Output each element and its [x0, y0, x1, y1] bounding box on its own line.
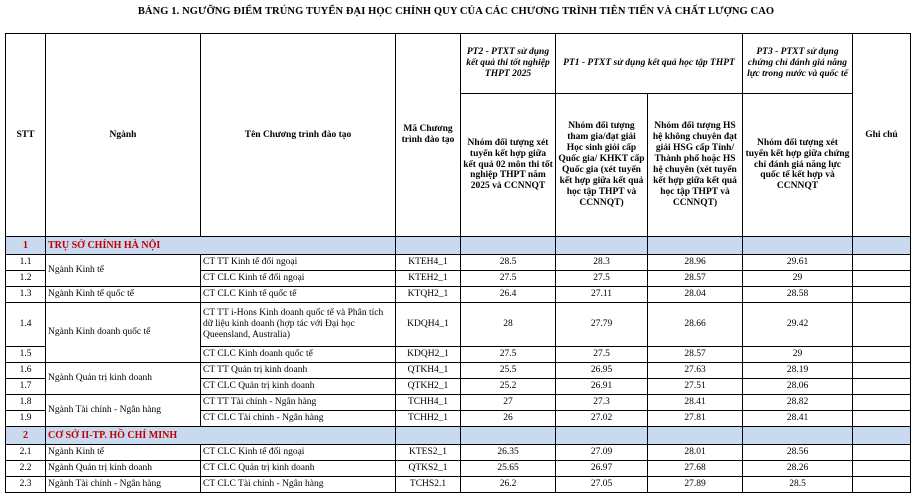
cell-pt1a: 28.3: [556, 255, 648, 271]
cell-pt3: 28.82: [743, 395, 853, 411]
header-stt: STT: [6, 34, 46, 237]
cell-pt2: 25.2: [461, 379, 556, 395]
cell-pt1a: 26.97: [556, 461, 648, 477]
cell-pt3: 28.5: [743, 477, 853, 493]
cell-nganh: Ngành Kinh tế: [46, 255, 201, 287]
cell-pt1a: 27.02: [556, 411, 648, 427]
table-row: [6, 445, 911, 461]
cell-stt: 1.7: [6, 379, 46, 395]
cell-ma: KDQH2_1: [396, 347, 461, 363]
cell-ten: CT TT Tài chính - Ngân hàng: [201, 395, 396, 411]
cell-note: [853, 287, 911, 303]
table-row: [6, 287, 911, 303]
header-ten-ct: Tên Chương trình đào tạo: [201, 34, 396, 237]
cell-pt3: 29.61: [743, 255, 853, 271]
cell-pt1a: 26.91: [556, 379, 648, 395]
cell-pt2: 26.2: [461, 477, 556, 493]
cell-ten: CT TT Kinh tế đối ngoại: [201, 255, 396, 271]
cell-stt: 1.8: [6, 395, 46, 411]
cell-stt: 1.4: [6, 303, 46, 347]
cell-pt1b: 28.57: [648, 347, 743, 363]
cell-ten: CT TT Quản trị kinh doanh: [201, 363, 396, 379]
cell-pt1a: 27.11: [556, 287, 648, 303]
table-row: [6, 363, 911, 379]
cell-note: [853, 461, 911, 477]
section-row: [6, 237, 911, 255]
cell-pt3: 29: [743, 347, 853, 363]
cell-ma: KTES2_1: [396, 445, 461, 461]
admission-score-table: [5, 33, 911, 493]
cell-ma: TCHH4_1: [396, 395, 461, 411]
cell-pt3: 28.19: [743, 363, 853, 379]
cell-ten: CT CLC Kinh doanh quốc tế: [201, 347, 396, 363]
cell-pt2: 28: [461, 303, 556, 347]
cell-nganh: Ngành Kinh tế quốc tế: [46, 287, 201, 303]
cell-note: [853, 395, 911, 411]
cell-pt2: 27.5: [461, 347, 556, 363]
cell-ten: CT CLC Kinh tế đối ngoại: [201, 445, 396, 461]
cell-pt1a: 27.5: [556, 347, 648, 363]
cell-nganh: Ngành Quản trị kinh doanh: [46, 461, 201, 477]
cell-ma: KTEH4_1: [396, 255, 461, 271]
cell-nganh: Ngành Quản trị kinh doanh: [46, 363, 201, 395]
cell-pt1b: 28.04: [648, 287, 743, 303]
cell-pt1a: 27.05: [556, 477, 648, 493]
cell-ten: CT CLC Quản trị kinh doanh: [201, 379, 396, 395]
cell-nganh: Ngành Tài chính - Ngân hàng: [46, 477, 201, 493]
cell-pt2: 25.65: [461, 461, 556, 477]
header-pt2: PT2 - PTXT sử dụng kết quả thi tốt nghiệp THPT 2025: [461, 34, 556, 94]
cell-pt2: 28.5: [461, 255, 556, 271]
header-pt3: PT3 - PTXT sử dụng chứng chỉ đánh giá năng lực trong nước và quốc tế: [743, 34, 853, 94]
cell-ma: TCHH2_1: [396, 411, 461, 427]
table-row: [6, 461, 911, 477]
table-title: BẢNG 1. NGƯỠNG ĐIỂM TRÚNG TUYỂN ĐẠI HỌC CHÍNH QUY CỦA CÁC CHƯƠNG TRÌNH TIÊN TIẾN VÀ CHẤT LƯỢNG CAO: [137, 6, 775, 17]
cell-pt1b: 28.01: [648, 445, 743, 461]
cell-note: [853, 347, 911, 363]
cell-pt1b: 27.63: [648, 363, 743, 379]
cell-ten: CT CLC Quản trị kinh doanh: [201, 461, 396, 477]
cell-pt3: 28.26: [743, 461, 853, 477]
cell-stt: 1.2: [6, 271, 46, 287]
cell-pt3: 28.56: [743, 445, 853, 461]
cell-note: [853, 303, 911, 347]
cell-stt: 1.6: [6, 363, 46, 379]
cell-pt2: 26.35: [461, 445, 556, 461]
cell-pt2: 25.5: [461, 363, 556, 379]
cell-stt: 1.5: [6, 347, 46, 363]
cell-pt1a: 27.79: [556, 303, 648, 347]
header-ghichu: Ghi chú: [853, 34, 911, 237]
table-row: [6, 255, 911, 271]
cell-nganh: Ngành Kinh tế: [46, 445, 201, 461]
cell-pt2: 26: [461, 411, 556, 427]
subheader-pt2: Nhóm đối tượng xét tuyển kết hợp giữa kết quả 02 môn thi tốt nghiệp THPT năm 2025 và CCNNQT: [461, 94, 556, 237]
cell-pt2: 26.4: [461, 287, 556, 303]
cell-stt: 2.3: [6, 477, 46, 493]
cell-pt3: 28.58: [743, 287, 853, 303]
cell-ma: QTKS2_1: [396, 461, 461, 477]
cell-pt3: 28.06: [743, 379, 853, 395]
cell-ten: CT CLC Tài chính - Ngân hàng: [201, 411, 396, 427]
cell-pt1a: 27.5: [556, 271, 648, 287]
subheader-pt1b: Nhóm đối tượng HS hệ không chuyên đạt giải HSG cấp Tỉnh/ Thành phố hoặc HS hệ chuyên (xét tuyển kết hợp giữa kết quả học tập THPT và CCNNQT): [648, 94, 743, 237]
cell-nganh: Ngành Tài chính - Ngân hàng: [46, 395, 201, 427]
cell-stt: 1.1: [6, 255, 46, 271]
cell-ma: KTQH2_1: [396, 287, 461, 303]
section-name: CƠ SỞ II-TP. HỒ CHÍ MINH: [46, 427, 396, 445]
table-row: [6, 303, 911, 347]
cell-pt1b: 27.68: [648, 461, 743, 477]
subheader-pt1a: Nhóm đối tượng tham gia/đạt giải Học sinh giỏi cấp Quốc gia/ KHKT cấp Quốc gia (xét tuyển kết hợp giữa kết quả học tập THPT và CCNNQT): [556, 94, 648, 237]
cell-stt: 2.1: [6, 445, 46, 461]
table-row: [6, 395, 911, 411]
cell-ma: QTKH2_1: [396, 379, 461, 395]
cell-pt1a: 27.3: [556, 395, 648, 411]
cell-pt1b: 28.57: [648, 271, 743, 287]
cell-note: [853, 363, 911, 379]
cell-note: [853, 477, 911, 493]
cell-pt1b: 28.41: [648, 395, 743, 411]
header-ma-ct: Mã Chương trình đào tạo: [396, 34, 461, 237]
cell-pt2: 27: [461, 395, 556, 411]
header-nganh: Ngành: [46, 34, 201, 237]
header-pt1: PT1 - PTXT sử dụng kết quả học tập THPT: [556, 34, 743, 94]
cell-note: [853, 271, 911, 287]
cell-pt1a: 27.09: [556, 445, 648, 461]
cell-ma: KTEH2_1: [396, 271, 461, 287]
cell-note: [853, 255, 911, 271]
cell-pt1b: 28.96: [648, 255, 743, 271]
cell-note: [853, 445, 911, 461]
subheader-pt3: Nhóm đối tượng xét tuyển kết hợp giữa chứng chỉ đánh giá năng lực quốc tế kết hợp và CCNNQT: [743, 94, 853, 237]
cell-ten: CT CLC Tài chính - Ngân hàng: [201, 477, 396, 493]
cell-stt: 2.2: [6, 461, 46, 477]
section-stt: 2: [6, 427, 46, 445]
cell-pt3: 29.42: [743, 303, 853, 347]
cell-pt3: 29: [743, 271, 853, 287]
cell-ma: TCHS2.1: [396, 477, 461, 493]
cell-pt1b: 27.89: [648, 477, 743, 493]
section-row: [6, 427, 911, 445]
cell-ten: CT CLC Kinh tế quốc tế: [201, 287, 396, 303]
cell-note: [853, 379, 911, 395]
cell-ten: CT TT i-Hons Kinh doanh quốc tế và Phân tích dữ liệu kinh doanh (hợp tác với Đại học Queensland, Australia): [201, 303, 396, 347]
cell-ma: KDQH4_1: [396, 303, 461, 347]
section-name: TRỤ SỞ CHÍNH HÀ NỘI: [46, 237, 396, 255]
cell-ma: QTKH4_1: [396, 363, 461, 379]
section-stt: 1: [6, 237, 46, 255]
cell-pt1b: 27.51: [648, 379, 743, 395]
table-row: [6, 477, 911, 493]
cell-pt1b: 28.66: [648, 303, 743, 347]
cell-note: [853, 411, 911, 427]
cell-nganh: Ngành Kinh doanh quốc tế: [46, 303, 201, 363]
cell-stt: 1.3: [6, 287, 46, 303]
cell-pt3: 28.41: [743, 411, 853, 427]
cell-ten: CT CLC Kinh tế đối ngoại: [201, 271, 396, 287]
cell-pt1b: 27.81: [648, 411, 743, 427]
cell-pt1a: 26.95: [556, 363, 648, 379]
cell-stt: 1.9: [6, 411, 46, 427]
cell-pt2: 27.5: [461, 271, 556, 287]
